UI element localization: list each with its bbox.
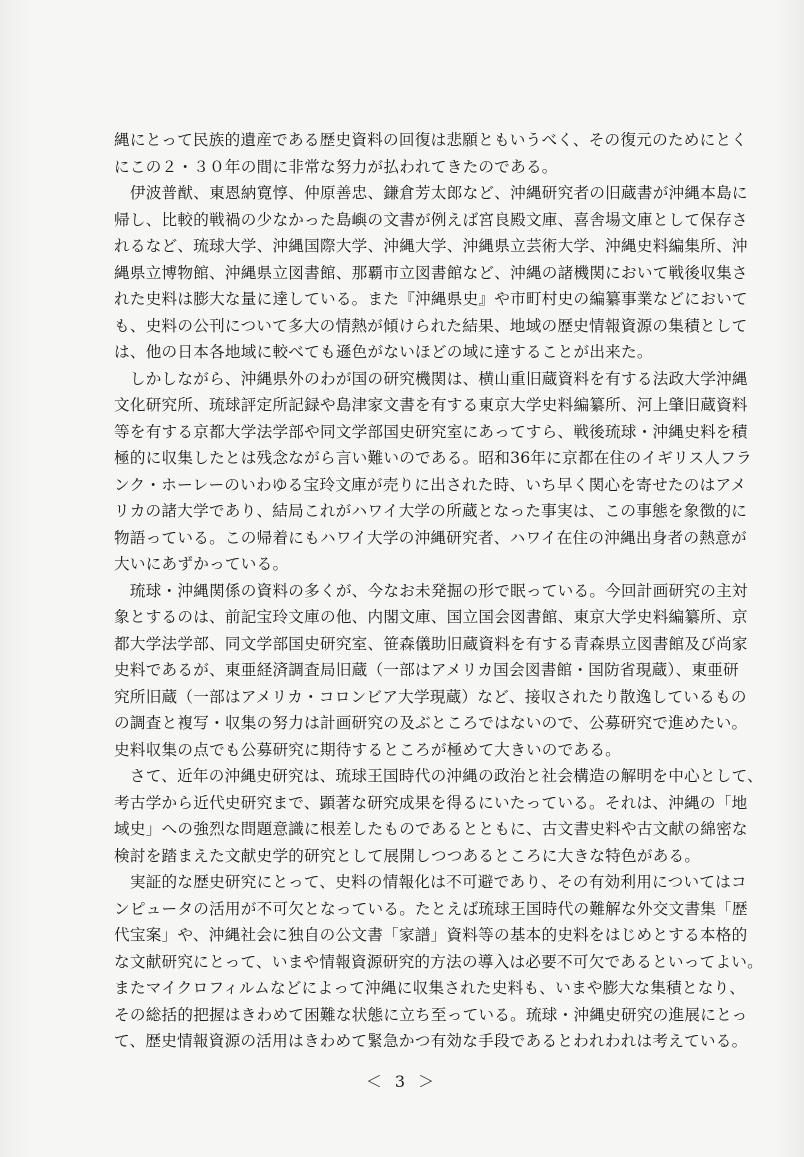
text-line: 帰し、比較的戦禍の少なかった島嶼の文書が例えば宮良殿文庫、喜舎場文庫として保存さ: [114, 210, 748, 229]
text-line: 検討を踏まえた文献史学的研究として展開しつつあるところに大きな特色がある。: [114, 846, 701, 865]
text-line: リカの諸大学であり、結局これがハワイ大学の所蔵となった事実は、この事態を象徴的に: [114, 502, 748, 520]
text-line: 縄にとって民族的遺産である歴史資料の回復は悲願ともいうべく、その復元のためにとく: [114, 131, 748, 149]
text-line: 究所旧蔵（一部はアメリカ・コロンビア大学現蔵）など、接収されたり散逸しているもの: [114, 687, 747, 706]
page-number: ＜ 3 ＞: [365, 1072, 439, 1091]
text-line: さて、近年の沖縄史研究は、琉球王国時代の沖縄の政治と社会構造の解明を中心として、: [114, 767, 763, 785]
text-line: 極的に収集したとは残念ながら言い難いのである。昭和36年に京都在住のイギリス人フラ: [114, 449, 752, 467]
text-line: の調査と複写・収集の努力は計画研究の及ぶところではないので、公募研究で進めたい。: [114, 714, 748, 732]
text-line: 伊波普猷、東恩納寛惇、仲原善忠、鎌倉芳太郎など、沖縄研究者の旧蔵書が沖縄本島に: [114, 184, 748, 202]
text-line: 域史」への強烈な問題意識に根差したものであるとともに、古文書史料や古文献の綿密な: [114, 820, 748, 838]
text-line: またマイクロフィルムなどによって沖縄に収集された史料も、いまや膨大な集積となり、: [114, 979, 746, 997]
text-line: れるなど、琉球大学、沖縄国際大学、沖縄大学、沖縄県立芸術大学、沖縄史料編集所、沖: [114, 237, 748, 255]
text-line: れた史料は膨大な量に達している。また『沖縄県史』や市町村史の編纂事業などにおいて: [114, 290, 748, 308]
body-text: [114, 127, 763, 1055]
text-line: は、他の日本各地域に較べても遜色がないほどの域に達することが出来た。: [114, 343, 653, 361]
text-line: 史料であるが、東亜経済調査局旧蔵（一部はアメリカ国会図書館・国防省現蔵）、東亜研: [114, 661, 739, 679]
text-line: 象とするのは、前記宝玲文庫の他、内閣文庫、国立国会図書館、東京大学史料編纂所、京: [114, 608, 748, 626]
text-line: 実証的な歴史研究にとって、史料の情報化は不可避であり、その有効利用についてはコ: [114, 873, 747, 891]
text-line: ンピュータの活用が不可欠となっている。たとえば琉球王国時代の難解な外交文書集「歴: [114, 899, 748, 918]
text-line: て、歴史情報資源の活用はきわめて緊急かつ有効な手段であるとわれわれは考えている。: [114, 1032, 748, 1050]
text-line: 大いにあずかっている。: [114, 555, 289, 573]
text-line: 都大学法学部、同文学部国史研究室、笹森儀助旧蔵資料を有する青森県立図書館及び尚家: [114, 634, 748, 653]
text-line: しかしながら、沖縄県外のわが国の研究機関は、横山重旧蔵資料を有する法政大学沖縄: [114, 369, 748, 388]
text-line: 等を有する京都大学法学部や同文学部国史研究室にあってすら、戦後琉球・沖縄史料を積: [114, 422, 748, 441]
text-line: その総括的把握はきわめて困難な状態に立ち至っている。琉球・沖縄史研究の進展にとっ: [114, 1005, 748, 1024]
text-line: 文化研究所、琉球評定所記録や島津家文書を有する東京大学史料編纂所、河上肇旧蔵資料: [114, 396, 748, 414]
text-line: な文献研究にとって、いまや情報資源研究的方法の導入は必要不可欠であるといってよい。: [114, 952, 763, 971]
text-line: 考古学から近代史研究まで、顕著な研究成果を得るにいたっている。それは、沖縄の「地: [114, 793, 748, 812]
text-line: も、史料の公刊について多大の情熱が傾けられた結果、地域の歴史情報資源の集積として: [114, 316, 748, 335]
text-line: 史料収集の点でも公募研究に期待するところが極めて大きいのである。: [114, 740, 622, 759]
text-line: ンク・ホーレーのいわゆる宝玲文庫が売りに出された時、いち早く関心を寄せたのはアメ: [114, 475, 747, 494]
text-line: にこの２・３０年の間に非常な努力が払われてきたのである。: [114, 157, 558, 176]
text-line: 代宝案」や、沖縄社会に独自の公文書「家譜」資料等の基本的史料をはじめとする本格的: [114, 926, 748, 944]
text-line: 縄県立博物館、沖縄県立図書館、那覇市立図書館など、沖縄の諸機関において戦後収集さ: [114, 263, 748, 282]
text-line: 物語っている。この帰着にもハワイ大学の沖縄研究者、ハワイ在住の沖縄出身者の熱意が: [114, 528, 747, 547]
text-line: 琉球・沖縄関係の資料の多くが、今なお未発掘の形で眠っている。今回計画研究の主対: [114, 581, 748, 600]
